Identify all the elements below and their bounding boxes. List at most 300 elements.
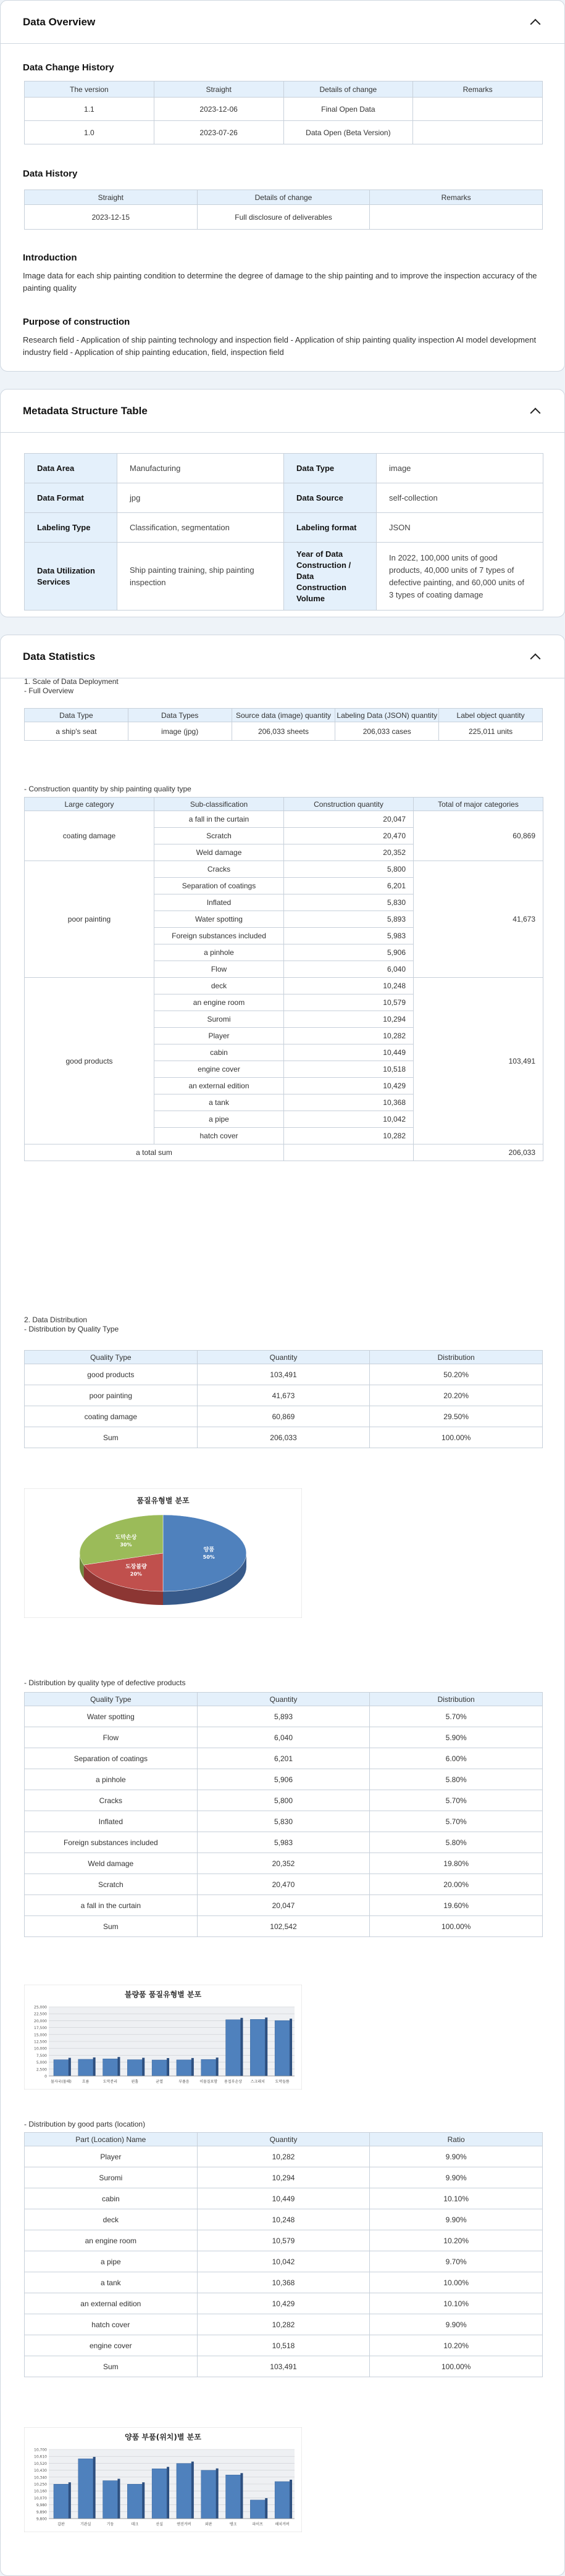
bar-side xyxy=(69,2058,71,2076)
cell: a fall in the curtain xyxy=(25,1895,198,1916)
cell: image (jpg) xyxy=(128,722,232,741)
cell: 19.80% xyxy=(370,1853,543,1874)
cell: Data Open (Beta Version) xyxy=(283,121,413,144)
bar-side xyxy=(290,2019,292,2076)
cell: 9.90% xyxy=(370,2314,543,2335)
table-row xyxy=(25,2272,543,2293)
bar-side xyxy=(142,2482,144,2519)
subcategory-cell: a fall in the curtain xyxy=(154,811,284,828)
bar-side xyxy=(142,2058,144,2076)
data-statistics-panel xyxy=(0,635,565,2576)
cell: 20.00% xyxy=(370,1874,543,1895)
cell: 29.50% xyxy=(370,1406,543,1427)
cell: 5.70% xyxy=(370,1790,543,1811)
change-history-heading: Data Change History xyxy=(23,62,114,73)
x-tick-label: 선실 xyxy=(156,2522,163,2527)
scale-heading: 1. Scale of Data Deployment xyxy=(24,677,119,686)
y-tick-label: 7,500 xyxy=(36,2053,47,2058)
table-row xyxy=(25,2335,543,2356)
cell: 10,579 xyxy=(197,2230,370,2251)
panel-title: Data Statistics xyxy=(23,650,96,662)
y-tick-label: 9,890 xyxy=(36,2510,47,2515)
parts-table xyxy=(24,2132,543,2377)
bar-side xyxy=(290,2480,292,2519)
x-tick-label: 엔진커버 xyxy=(177,2522,191,2527)
table-row xyxy=(25,1406,543,1427)
cell: 10,518 xyxy=(197,2335,370,2356)
table-row xyxy=(25,2293,543,2314)
cell: 5,800 xyxy=(197,1790,370,1811)
x-tick-label: 스크래치 xyxy=(250,2080,265,2084)
bar xyxy=(201,2470,216,2519)
y-tick-label: 10,610 xyxy=(34,2454,47,2459)
category-total-cell: 60,869 xyxy=(414,811,543,861)
defect-bar-chart xyxy=(24,1985,302,2090)
subcategory-cell: Weld damage xyxy=(154,844,284,861)
cell: 10,042 xyxy=(197,2251,370,2272)
x-tick-label: 부풀음 xyxy=(178,2080,190,2084)
cell: 2023-12-06 xyxy=(154,98,283,121)
cell: 1.1 xyxy=(25,98,154,121)
cell: 10,282 xyxy=(197,2146,370,2167)
column-header: Quantity xyxy=(197,1351,370,1364)
cell-label: Year of Data Construction / Data Construction Volume xyxy=(284,543,377,611)
construction-heading: - Construction quantity by ship painting quality type xyxy=(24,785,191,793)
bar xyxy=(127,2060,142,2076)
quantity-cell: 5,893 xyxy=(284,911,414,928)
cell: Cracks xyxy=(25,1790,198,1811)
y-tick-label: 10,250 xyxy=(34,2482,47,2487)
quantity-cell: 20,470 xyxy=(284,828,414,844)
cell-value: image xyxy=(377,454,543,483)
cell: Water spotting xyxy=(25,1706,198,1727)
cell: 10.20% xyxy=(370,2335,543,2356)
cell: Foreign substances included xyxy=(25,1832,198,1853)
category-total-cell: 103,491 xyxy=(414,978,543,1144)
table-row xyxy=(25,543,543,611)
table-row xyxy=(25,1790,543,1811)
cell: 9.90% xyxy=(370,2146,543,2167)
table-row xyxy=(25,98,543,121)
cell: Separation of coatings xyxy=(25,1748,198,1769)
y-tick-label: 17,500 xyxy=(34,2026,47,2031)
column-header: Construction quantity xyxy=(284,798,414,811)
table-row xyxy=(25,861,543,878)
cell: 206,033 sheets xyxy=(232,722,335,741)
column-header: Straight xyxy=(154,81,283,98)
cell: coating damage xyxy=(25,1406,198,1427)
quantity-cell: 10,294 xyxy=(284,1011,414,1028)
total-value: 206,033 xyxy=(414,1144,543,1161)
table-row xyxy=(25,2314,543,2335)
x-tick-label: 도막분리 xyxy=(103,2080,118,2084)
quality-pie-chart xyxy=(24,1488,302,1618)
bar xyxy=(275,2020,290,2076)
subcategory-cell: Player xyxy=(154,1028,284,1044)
chart-title: 품질유형별 분포 xyxy=(136,1496,190,1505)
panel-title: Metadata Structure Table xyxy=(23,404,148,417)
y-tick-label: 15,000 xyxy=(34,2033,47,2038)
column-header: Data Type xyxy=(25,709,128,722)
x-tick-label: 도막들뜸 xyxy=(275,2080,290,2084)
cell-label: Data Format xyxy=(25,483,117,513)
column-header: Large category xyxy=(25,798,154,811)
bar-side xyxy=(93,2057,96,2076)
cell: an external edition xyxy=(25,2293,198,2314)
table-row xyxy=(25,1706,543,1727)
subcategory-cell: a pipe xyxy=(154,1111,284,1128)
x-tick-label: 이물질포함 xyxy=(199,2080,218,2084)
construction-table xyxy=(24,797,543,1161)
cell: 103,491 xyxy=(197,1364,370,1385)
cell: 20.20% xyxy=(370,1385,543,1406)
cell: cabin xyxy=(25,2188,198,2209)
cell: 19.60% xyxy=(370,1895,543,1916)
table-row xyxy=(25,1727,543,1748)
parts-bar-chart xyxy=(24,2427,302,2532)
y-tick-label: 22,500 xyxy=(34,2012,47,2017)
column-header: Distribution xyxy=(370,1693,543,1706)
full-overview-label: - Full Overview xyxy=(24,686,74,695)
y-tick-label: 9,800 xyxy=(36,2517,47,2522)
cell: 10.10% xyxy=(370,2188,543,2209)
quantity-cell: 10,282 xyxy=(284,1028,414,1044)
bar-side xyxy=(69,2482,71,2519)
cell: poor painting xyxy=(25,1385,198,1406)
bar xyxy=(275,2482,290,2519)
x-tick-label: 용접부손상 xyxy=(224,2080,242,2084)
table-row xyxy=(25,454,543,483)
y-tick-label: 5,000 xyxy=(36,2061,47,2065)
bar xyxy=(78,2459,93,2519)
table-row xyxy=(25,811,543,828)
pie-label: 도장불량 xyxy=(125,1564,147,1570)
quantity-cell: 6,201 xyxy=(284,878,414,894)
table-row xyxy=(25,722,543,741)
purpose-heading: Purpose of construction xyxy=(23,317,130,327)
quantity-cell: 10,579 xyxy=(284,994,414,1011)
cell: Weld damage xyxy=(25,1853,198,1874)
cell: 100.00% xyxy=(370,1916,543,1937)
quantity-cell: 10,429 xyxy=(284,1078,414,1094)
chart-title: 양품 부품(위치)별 분포 xyxy=(125,2433,201,2441)
cell: a ship's seat xyxy=(25,722,128,741)
cell-value: Ship painting training, ship painting inspection xyxy=(117,543,284,611)
y-tick-label: 10,160 xyxy=(34,2489,47,2494)
cell: 10.00% xyxy=(370,2272,543,2293)
cell: 206,033 cases xyxy=(335,722,439,741)
table-row xyxy=(25,1748,543,1769)
category-cell: good products xyxy=(25,978,154,1144)
quality-heading: - Distribution by Quality Type xyxy=(24,1325,119,1333)
cell: Inflated xyxy=(25,1811,198,1832)
x-tick-label: 외판 xyxy=(204,2522,212,2527)
bar xyxy=(54,2484,69,2519)
cell: 225,011 units xyxy=(439,722,543,741)
y-tick-label: 10,000 xyxy=(34,2046,47,2051)
y-tick-label: 10,430 xyxy=(34,2469,47,2474)
y-tick-label: 10,340 xyxy=(34,2475,47,2480)
total-label: a total sum xyxy=(25,1144,284,1161)
subcategory-cell: Suromi xyxy=(154,1011,284,1028)
cell: 50.20% xyxy=(370,1364,543,1385)
table-row xyxy=(25,1853,543,1874)
table-row xyxy=(25,205,543,230)
cell: 10,368 xyxy=(197,2272,370,2293)
cell: 1.0 xyxy=(25,121,154,144)
change-history-table xyxy=(24,81,543,144)
column-header: The version xyxy=(25,81,154,98)
column-header: Data Types xyxy=(128,709,232,722)
category-cell: coating damage xyxy=(25,811,154,861)
column-header: Label object quantity xyxy=(439,709,543,722)
cell: 6,201 xyxy=(197,1748,370,1769)
column-header: Distribution xyxy=(370,1351,543,1364)
x-tick-label: 데크 xyxy=(131,2522,139,2527)
column-header: Details of change xyxy=(197,190,370,205)
table-row xyxy=(25,1811,543,1832)
data-history-table xyxy=(24,190,543,230)
parts-heading: - Distribution by good parts (location) xyxy=(24,2120,146,2128)
cell: Sum xyxy=(25,1427,198,1448)
subcategory-cell: Flow xyxy=(154,961,284,978)
subcategory-cell: cabin xyxy=(154,1044,284,1061)
bar-side xyxy=(117,2479,120,2519)
cell: 9.70% xyxy=(370,2251,543,2272)
cell: 206,033 xyxy=(197,1427,370,1448)
bar xyxy=(54,2060,69,2076)
cell: 6.00% xyxy=(370,1748,543,1769)
bar-side xyxy=(240,2473,243,2519)
table-row xyxy=(25,1769,543,1790)
cell: 41,673 xyxy=(197,1385,370,1406)
cell: 5.80% xyxy=(370,1832,543,1853)
bar xyxy=(78,2059,93,2076)
table-row xyxy=(25,2251,543,2272)
pie-value-label: 30% xyxy=(120,1541,132,1548)
pie-value-label: 20% xyxy=(130,1571,142,1577)
subcategory-cell: a pinhole xyxy=(154,944,284,961)
cell: 2023-12-15 xyxy=(25,205,198,230)
y-tick-label: 10,520 xyxy=(34,2461,47,2466)
cell-value: In 2022, 100,000 units of good products, 40,000 units of 7 types of defective painting, and 60,000 units of 3 types of coating damage xyxy=(377,543,543,611)
x-tick-label: 갑판 xyxy=(57,2522,65,2527)
cell xyxy=(413,121,543,144)
table-row xyxy=(25,2167,543,2188)
y-tick-label: 2,500 xyxy=(36,2067,47,2072)
defect-heading: - Distribution by quality type of defective products xyxy=(24,1678,186,1687)
subcategory-cell: deck xyxy=(154,978,284,994)
quantity-cell: 10,368 xyxy=(284,1094,414,1111)
column-header: Total of major categories xyxy=(414,798,543,811)
quantity-cell: 10,282 xyxy=(284,1128,414,1144)
data-statistics-header[interactable] xyxy=(1,635,564,678)
pie-label: 도막손상 xyxy=(115,1534,137,1541)
bar xyxy=(152,2469,167,2519)
cell: 100.00% xyxy=(370,2356,543,2377)
metadata-header[interactable] xyxy=(1,390,564,433)
column-header: Remarks xyxy=(413,81,543,98)
column-header: Quantity xyxy=(197,1693,370,1706)
cell: good products xyxy=(25,1364,198,1385)
cell: 100.00% xyxy=(370,1427,543,1448)
subcategory-cell: Inflated xyxy=(154,894,284,911)
cell: 5,893 xyxy=(197,1706,370,1727)
category-total-cell: 41,673 xyxy=(414,861,543,978)
column-header: Quality Type xyxy=(25,1351,198,1364)
metadata-panel xyxy=(0,389,565,617)
x-tick-label: 기둥 xyxy=(106,2522,114,2527)
cell: 5.70% xyxy=(370,1706,543,1727)
bar xyxy=(250,2500,265,2519)
panel-title: Data Overview xyxy=(23,15,96,28)
cell: 5.70% xyxy=(370,1811,543,1832)
cell: deck xyxy=(25,2209,198,2230)
bar-side xyxy=(191,2058,194,2076)
subcategory-cell: Separation of coatings xyxy=(154,878,284,894)
cell xyxy=(284,1144,414,1161)
cell: 60,869 xyxy=(197,1406,370,1427)
cell: a tank xyxy=(25,2272,198,2293)
cell-label: Data Utilization Services xyxy=(25,543,117,611)
cell: 10.20% xyxy=(370,2230,543,2251)
cell-value: Classification, segmentation xyxy=(117,513,284,543)
cell-label: Data Type xyxy=(284,454,377,483)
column-header: Remarks xyxy=(370,190,543,205)
cell: 10,449 xyxy=(197,2188,370,2209)
column-header: Source data (image) quantity xyxy=(232,709,335,722)
introduction-text: Image data for each ship painting condition to determine the degree of damage to the ship painting and to improve the inspection accuracy of the painting quality xyxy=(23,271,537,293)
bar xyxy=(127,2484,142,2519)
cell: Scratch xyxy=(25,1874,198,1895)
cell: 5,906 xyxy=(197,1769,370,1790)
bar-side xyxy=(240,2018,243,2076)
cell-value: Manufacturing xyxy=(117,454,284,483)
table-row xyxy=(25,978,543,994)
bar xyxy=(226,2475,241,2519)
quantity-cell: 20,047 xyxy=(284,811,414,828)
subcategory-cell: Water spotting xyxy=(154,911,284,928)
data-overview-panel xyxy=(0,0,565,372)
cell: 10,429 xyxy=(197,2293,370,2314)
quality-table xyxy=(24,1350,543,1448)
column-header: Part (Location) Name xyxy=(25,2133,198,2146)
pie-label: 양품 xyxy=(203,1547,214,1553)
quantity-cell: 10,248 xyxy=(284,978,414,994)
introduction-heading: Introduction xyxy=(23,252,77,263)
bar xyxy=(103,2481,118,2519)
data-history-heading: Data History xyxy=(23,169,78,179)
table-row xyxy=(25,1874,543,1895)
x-tick-label: 핀홀 xyxy=(131,2080,139,2084)
bar-side xyxy=(265,2017,267,2076)
column-header: Sub-classification xyxy=(154,798,284,811)
quantity-cell: 10,518 xyxy=(284,1061,414,1078)
column-header: Labeling Data (JSON) quantity xyxy=(335,709,439,722)
total-row xyxy=(25,1144,543,1161)
cell: hatch cover xyxy=(25,2314,198,2335)
cell: Player xyxy=(25,2146,198,2167)
x-tick-label: 탱크 xyxy=(229,2522,237,2527)
subcategory-cell: hatch cover xyxy=(154,1128,284,1144)
cell: a pipe xyxy=(25,2251,198,2272)
cell-label: Data Area xyxy=(25,454,117,483)
cell: Sum xyxy=(25,2356,198,2377)
data-overview-header[interactable] xyxy=(1,1,564,44)
x-tick-label: 균열 xyxy=(156,2080,163,2084)
overview-table xyxy=(24,708,543,741)
purpose-text: Research field - Application of ship painting technology and inspection field - Application of ship painting quality inspection AI model development industry field - Application of ship painting education, field, inspection field xyxy=(23,335,537,357)
quantity-cell: 5,906 xyxy=(284,944,414,961)
quantity-cell: 6,040 xyxy=(284,961,414,978)
cell: 20,470 xyxy=(197,1874,370,1895)
chevron-up-icon[interactable] xyxy=(529,15,542,29)
bar xyxy=(177,2060,191,2076)
table-row xyxy=(25,2209,543,2230)
bar-side xyxy=(93,2457,96,2519)
subcategory-cell: engine cover xyxy=(154,1061,284,1078)
table-row xyxy=(25,2146,543,2167)
cell: Final Open Data xyxy=(283,98,413,121)
cell xyxy=(413,98,543,121)
table-row xyxy=(25,1916,543,1937)
cell-label: Data Source xyxy=(284,483,377,513)
subcategory-cell: an engine room xyxy=(154,994,284,1011)
y-tick-label: 12,500 xyxy=(34,2040,47,2045)
quantity-cell: 20,352 xyxy=(284,844,414,861)
table-row xyxy=(25,483,543,513)
quantity-cell: 10,449 xyxy=(284,1044,414,1061)
cell: 103,491 xyxy=(197,2356,370,2377)
y-tick-label: 0 xyxy=(44,2074,47,2079)
table-row xyxy=(25,1832,543,1853)
table-row xyxy=(25,1364,543,1385)
chevron-up-icon[interactable] xyxy=(529,404,542,418)
bar-side xyxy=(216,2469,219,2519)
bar xyxy=(226,2020,241,2076)
subcategory-cell: Foreign substances included xyxy=(154,928,284,944)
bar xyxy=(103,2059,118,2076)
cell: 5,983 xyxy=(197,1832,370,1853)
x-tick-label: 흐름 xyxy=(82,2080,90,2084)
table-row xyxy=(25,513,543,543)
cell: 10,294 xyxy=(197,2167,370,2188)
bar xyxy=(177,2464,191,2519)
column-header: Straight xyxy=(25,190,198,205)
subcategory-cell: Scratch xyxy=(154,828,284,844)
cell: 10,282 xyxy=(197,2314,370,2335)
bar-side xyxy=(191,2462,194,2519)
x-tick-label: 물자국(물때) xyxy=(51,2080,72,2084)
bar-side xyxy=(117,2057,120,2076)
y-tick-label: 20,000 xyxy=(34,2019,47,2024)
cell: engine cover xyxy=(25,2335,198,2356)
cell: 102,542 xyxy=(197,1916,370,1937)
column-header: Quantity xyxy=(197,2133,370,2146)
table-row xyxy=(25,1427,543,1448)
cell-value: jpg xyxy=(117,483,284,513)
cell: Sum xyxy=(25,1916,198,1937)
column-header: Details of change xyxy=(283,81,413,98)
chevron-up-icon[interactable] xyxy=(529,650,542,664)
cell: 20,352 xyxy=(197,1853,370,1874)
bar-side xyxy=(167,2058,169,2076)
bar xyxy=(250,2019,265,2076)
cell: 9.90% xyxy=(370,2167,543,2188)
bar-side xyxy=(265,2498,267,2519)
table-row xyxy=(25,121,543,144)
cell: 6,040 xyxy=(197,1727,370,1748)
